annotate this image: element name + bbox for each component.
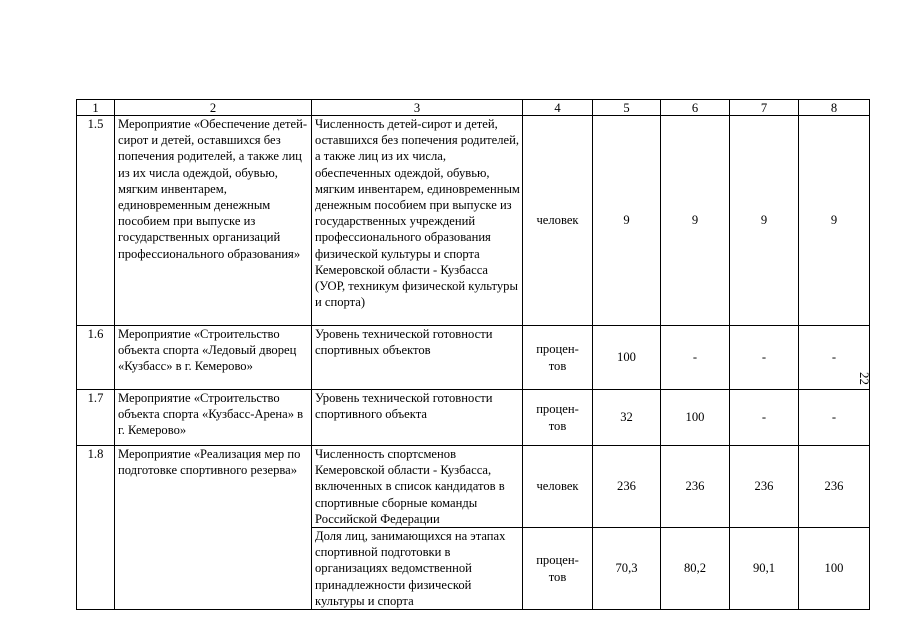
header-cell-8: 8 (799, 100, 870, 116)
measure-cell: Мероприятие «Реализация мер по подготовке спортивного резерва» (115, 446, 312, 610)
value-cell-7: - (730, 390, 799, 446)
header-cell-5: 5 (593, 100, 661, 116)
table-row (77, 446, 870, 528)
table-row (77, 326, 870, 390)
value-cell-6: 100 (661, 390, 730, 446)
unit-cell: процен- тов (523, 326, 593, 390)
row-number: 1.6 (77, 326, 115, 390)
header-cell-3: 3 (312, 100, 523, 116)
measure-cell: Мероприятие «Строительство объекта спорта «Кузбасс-Арена» в г. Кемерово» (115, 390, 312, 446)
value-cell-5: 100 (593, 326, 661, 390)
value-cell-5: 32 (593, 390, 661, 446)
page-number: 22 (857, 372, 872, 385)
table-row (77, 116, 870, 326)
unit-cell: человек (523, 446, 593, 528)
table-header-row (77, 100, 870, 116)
value-cell-6: 9 (661, 116, 730, 326)
value-cell-5: 236 (593, 446, 661, 528)
value-cell-8: - (799, 326, 870, 390)
row-number: 1.5 (77, 116, 115, 326)
header-cell-2: 2 (115, 100, 312, 116)
row-number: 1.8 (77, 446, 115, 610)
header-cell-1: 1 (77, 100, 115, 116)
indicator-cell: Численность детей-сирот и детей, оставшихся без попечения родителей, а также лиц из их числа, обеспеченных одеждой, обувью, мягким инвентарем, единовременным денежным пособием при выпуске из государственных учреждений профессионального образования физической культуры и спорта Кемеровской области - Кузбасса (УОР, техникум физической культуры и спорта) (312, 116, 523, 326)
header-cell-6: 6 (661, 100, 730, 116)
value-cell-8: 236 (799, 446, 870, 528)
unit-cell: процен- тов (523, 390, 593, 446)
value-cell-8: 100 (799, 528, 870, 610)
indicator-cell: Численность спортсменов Кемеровской области - Кузбасса, включенных в список кандидатов в спортивные сборные команды Российской Федерации (312, 446, 523, 528)
value-cell-5: 70,3 (593, 528, 661, 610)
table-row (77, 390, 870, 446)
value-cell-5: 9 (593, 116, 661, 326)
indicator-cell: Уровень технической готовности спортивных объектов (312, 326, 523, 390)
unit-cell: процен- тов (523, 528, 593, 610)
value-cell-8: - (799, 390, 870, 446)
measure-cell: Мероприятие «Строительство объекта спорта «Ледовый дворец «Кузбасс» в г. Кемерово» (115, 326, 312, 390)
row-number: 1.7 (77, 390, 115, 446)
indicator-cell: Уровень технической готовности спортивного объекта (312, 390, 523, 446)
indicator-cell: Доля лиц, занимающихся на этапах спортивной подготовки в организациях ведомственной принадлежности физической культуры и спорта (312, 528, 523, 610)
measure-cell: Мероприятие «Обеспечение детей-сирот и детей, оставшихся без попечения родителей, а также лиц из их числа одеждой, обувью, мягким инвентарем, единовременным денежным пособием при выпуске из государственных организаций профессионального образования» (115, 116, 312, 326)
value-cell-6: 80,2 (661, 528, 730, 610)
header-cell-7: 7 (730, 100, 799, 116)
value-cell-6: - (661, 326, 730, 390)
header-cell-4: 4 (523, 100, 593, 116)
value-cell-7: - (730, 326, 799, 390)
indicators-table (76, 99, 870, 610)
value-cell-8: 9 (799, 116, 870, 326)
value-cell-7: 90,1 (730, 528, 799, 610)
value-cell-7: 9 (730, 116, 799, 326)
value-cell-6: 236 (661, 446, 730, 528)
value-cell-7: 236 (730, 446, 799, 528)
unit-cell: человек (523, 116, 593, 326)
